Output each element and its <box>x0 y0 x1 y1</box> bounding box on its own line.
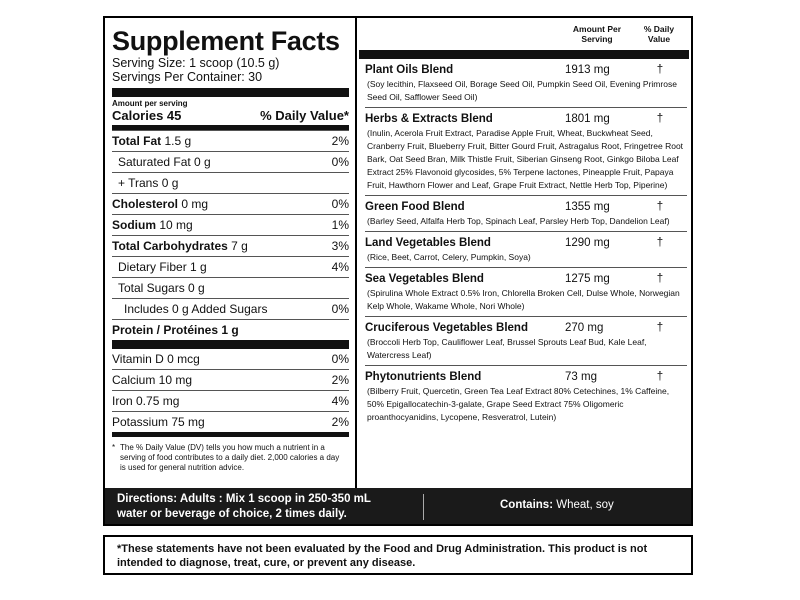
blend-amount: 1913 mg <box>565 63 610 76</box>
nutrient-row-saturated-fat <box>112 151 349 172</box>
blend-name: Sea Vegetables Blend <box>365 272 484 285</box>
directions-divider <box>423 494 424 520</box>
dagger-mark: † <box>656 112 664 125</box>
blends-right-column <box>357 18 691 488</box>
amount-per-serving-label: Amount per serving <box>112 99 188 108</box>
nutrient-name: Total Sugars 0 g <box>118 281 205 295</box>
vitamin-name: Iron 0.75 mg <box>112 394 180 408</box>
facts-left-column <box>105 18 357 488</box>
nutrient-name: Includes 0 g Added Sugars <box>124 302 268 316</box>
blend-name: Land Vegetables Blend <box>365 236 491 249</box>
nutrient-dv: 1% <box>331 218 349 232</box>
blend-ingredients: (Spirulina Whole Extract 0.5% Iron, Chlorella Broken Cell, Dulse Whole, Norwegian Kelp Whole, Wakame Whole, Nori Whole) <box>367 288 680 311</box>
nutrient-name: Saturated Fat 0 g <box>118 155 211 169</box>
fda-disclaimer: *These statements have not been evaluated by the Food and Drug Administration. This product is not intended to diagnose, treat, cure, or prevent any disease. <box>103 535 693 575</box>
directions-bar <box>105 488 691 524</box>
supplement-facts-panel <box>103 16 693 526</box>
nutrient-amount: 10 mg <box>159 218 193 232</box>
nutrient-dv: 0% <box>331 197 349 211</box>
nutrient-name: Cholesterol <box>112 197 179 211</box>
contains-label: Contains: <box>500 499 554 511</box>
dagger-mark: † <box>656 236 664 249</box>
blend-amount: 270 mg <box>565 321 604 334</box>
blend-phytonutrients <box>365 366 687 427</box>
nutrient-row-sodium <box>112 214 349 235</box>
nutrient-dv: 0% <box>331 302 349 316</box>
footnote-star: * <box>112 443 116 452</box>
nutrient-name: Sodium <box>112 218 156 232</box>
nutrient-row-total-fat <box>112 130 349 151</box>
vitamin-dv: 4% <box>331 394 349 408</box>
dagger-mark: † <box>656 200 664 213</box>
directions-line-1: Directions: Adults : Mix 1 scoop in 250-350 mL <box>117 493 371 505</box>
servings-per-container: Servings Per Container: 30 <box>112 70 263 84</box>
nutrient-amount: 1.5 g <box>164 134 192 148</box>
blend-land-vegetables <box>365 232 687 268</box>
vitamin-dv: 2% <box>331 373 349 387</box>
blends-header <box>357 18 691 50</box>
directions-line-2: water or beverage of choice, 2 times daily. <box>117 508 347 520</box>
thick-divider <box>112 340 349 349</box>
dagger-mark: † <box>656 370 664 383</box>
thick-divider <box>359 50 689 59</box>
vitamin-dv: 0% <box>331 352 349 366</box>
nutrient-name: Total Carbohydrates <box>112 239 228 253</box>
nutrient-row-protein <box>112 319 349 340</box>
nutrient-row-carbohydrates <box>112 235 349 256</box>
vitamin-dv: 2% <box>331 415 349 429</box>
calories-label: Calories 45 <box>112 108 182 123</box>
vitamin-name: Calcium 10 mg <box>112 373 193 387</box>
blend-amount: 1275 mg <box>565 272 610 285</box>
facts-title: Supplement Facts <box>112 26 340 56</box>
amount-per-serving-header: Amount Per Serving <box>572 24 622 44</box>
blend-herbs-extracts <box>365 108 687 196</box>
nutrient-row-cholesterol <box>112 193 349 214</box>
daily-value-footnote <box>112 437 349 473</box>
blend-amount: 1801 mg <box>565 112 610 125</box>
nutrient-row-trans-fat <box>112 172 349 193</box>
nutrient-name: Total Fat <box>112 134 162 148</box>
calories-row <box>112 108 349 125</box>
blend-green-food <box>365 196 687 232</box>
nutrient-row-total-sugars <box>112 277 349 298</box>
blend-plant-oils <box>365 59 687 108</box>
blend-name: Herbs & Extracts Blend <box>365 112 493 125</box>
thick-divider <box>112 88 349 97</box>
blend-ingredients: (Rice, Beet, Carrot, Celery, Pumpkin, Soya) <box>367 252 531 262</box>
dagger-mark: † <box>656 272 664 285</box>
blend-name: Plant Oils Blend <box>365 63 454 76</box>
nutrient-name: Protein / Protéines 1 g <box>112 323 239 337</box>
nutrient-name: + Trans 0 g <box>118 176 179 190</box>
directions-text <box>117 492 371 522</box>
blend-sea-vegetables <box>365 268 687 317</box>
daily-value-col-header: % Daily Value <box>643 24 675 44</box>
nutrient-dv: 3% <box>331 239 349 253</box>
blend-amount: 73 mg <box>565 370 597 383</box>
blend-name: Green Food Blend <box>365 200 465 213</box>
vitamin-row <box>112 369 349 390</box>
blend-amount: 1290 mg <box>565 236 610 249</box>
blend-ingredients: (Soy lecithin, Flaxseed Oil, Borage Seed Oil, Pumpkin Seed Oil, Evening Primrose Seed Oil, Safflower Seed Oil) <box>367 79 677 102</box>
nutrient-row-dietary-fiber <box>112 256 349 277</box>
vitamin-name: Potassium 75 mg <box>112 415 205 429</box>
vitamin-row <box>112 349 349 369</box>
blend-cruciferous-vegetables <box>365 317 687 366</box>
nutrient-amount: 0 mg <box>181 197 209 211</box>
nutrient-dv: 0% <box>331 155 349 169</box>
vitamin-row <box>112 411 349 432</box>
contains-value: Wheat, soy <box>553 499 614 511</box>
dagger-mark: † <box>656 63 664 76</box>
nutrient-name: Dietary Fiber 1 g <box>118 260 207 274</box>
footnote-text: The % Daily Value (DV) tells you how much a nutrient in a serving of food contributes to a daily diet. 2,000 calories a day is used for general nutrition advice. <box>120 443 340 472</box>
contains-allergens <box>500 499 614 511</box>
nutrient-row-added-sugars <box>112 298 349 319</box>
blend-ingredients: (Broccoli Herb Top, Cauliflower Leaf, Brussel Sprouts Leaf Bud, Kale Leaf, Watercress Leaf) <box>367 337 647 360</box>
vitamin-row <box>112 390 349 411</box>
nutrient-amount: 7 g <box>231 239 248 253</box>
blend-ingredients: (Inulin, Acerola Fruit Extract, Paradise Apple Fruit, Wheat, Buckwheat Seed, Cranberry Fruit, Blueberry Fruit, Bitter Gourd Fruit, Astragalus Root, Fringetree Root Bark, Oat Seed Bran, Milk Thistle Fruit, Siberian Ginseng Root, Ginkgo Biloba Leaf Extract 25% Flavonoid glycosides, 5% Terpene lactones, Pineapple Fruit, Papaya Fruit, Hawthorn Flower and Leaf, Grape Fruit Extract, Nettle Herb Top, Piperine) <box>367 128 684 190</box>
vitamin-name: Vitamin D 0 mcg <box>112 352 200 366</box>
blend-amount: 1355 mg <box>565 200 610 213</box>
blend-name: Cruciferous Vegetables Blend <box>365 321 528 334</box>
blend-ingredients: (Barley Seed, Alfalfa Herb Top, Spinach Leaf, Parsley Herb Top, Dandelion Leaf) <box>367 216 670 226</box>
nutrient-dv: 4% <box>331 260 349 274</box>
dagger-mark: † <box>656 321 664 334</box>
serving-size: Serving Size: 1 scoop (10.5 g) <box>112 56 280 70</box>
blend-ingredients: (Bilberry Fruit, Quercetin, Green Tea Leaf Extract 80% Cetechines, 1% Caffeine, 50% Epigallocatechin-3-galate, Grape Seed Extract 75% Oligomeric proanthocyanidins, Lycopene, Resveratrol, Lutein) <box>367 386 670 422</box>
nutrient-dv: 2% <box>331 134 349 148</box>
blend-name: Phytonutrients Blend <box>365 370 482 383</box>
daily-value-header: % Daily Value* <box>260 108 349 123</box>
